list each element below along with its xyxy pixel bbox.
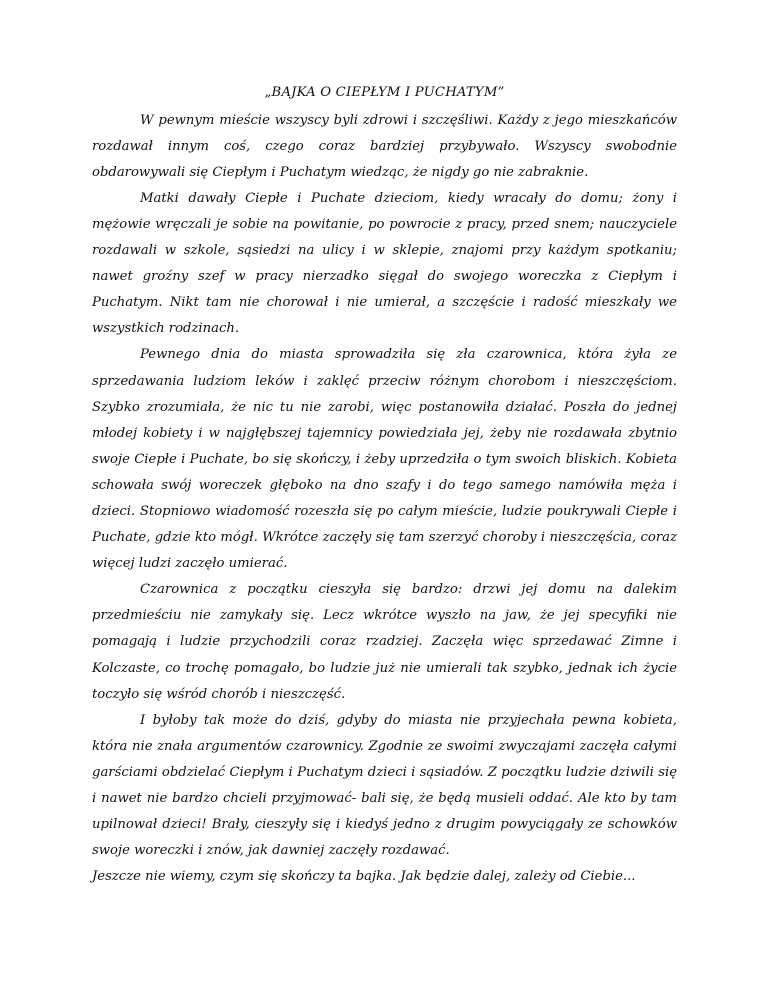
document-title: „BAJKA O CIEPŁYM I PUCHATYM”: [264, 85, 505, 100]
paragraph-3: Pewnego dnia do miasta sprowadziła się zła czarownica, która żyła ze sprzedawania ludziom leków i zaklęć przeciw różnym chorobom i nieszczęściom. Szybko zrozumiała, że nic tu nie zarobi, więc postanowiła działać. Poszła do jednej młodej kobiety i w najgłębszej tajemnicy powiedziała jej, żeby nie rozdawała zbytnio swoje Ciepłe i Puchate, bo się skończy, i żeby uprzedziła o tym swoich bliskich. Kobieta schowała swój woreczek głęboko na dno szafy i do tego samego namówiła męża i dzieci. Stopniowo wiadomość rozeszła się po całym mieście, ludzie poukrywali Ciepłe i Puchate, gdzie kto mógł. Wkrótce zaczęły się tam szerzyć choroby i nieszczęścia, coraz więcej ludzi zaczęło umierać.: [92, 347, 677, 572]
paragraph-1: W pewnym mieście wszyscy byli zdrowi i szczęśliwi. Każdy z jego mieszkańców rozdawał innym coś, czego coraz bardziej przybywało. Wszyscy swobodnie obdarowywali się Ciepłym i Puchatym wiedząc, że nigdy go nie zabraknie.: [92, 112, 677, 180]
paragraph-5: I byłoby tak może do dziś, gdyby do miasta nie przyjechała pewna kobieta, która nie znała argumentów czarownicy. Zgodnie ze swoimi zwyczajami zaczęła całymi garściami obdzielać Ciepłym i Puchatym dzieci i sąsiadów. Z początku ludzie dziwili się i nawet nie bardzo chcieli przyjmować- bali się, że będą musieli oddać. Ale kto by tam upilnował dzieci! Brały, cieszyły się i kiedyś jedno z drugim powyciągały ze schowków swoje woreczki i znów, jak dawniej zaczęły rozdawać.: [92, 712, 677, 859]
document-body: [92, 80, 677, 890]
closing-line: Jeszcze nie wiemy, czym się skończy ta bajka. Jak będzie dalej, zależy od Ciebie...: [92, 869, 636, 885]
paragraph-4: Czarownica z początku cieszyła się bardzo: drzwi jej domu na dalekim przedmieściu nie zamykały się. Lecz wkrótce wyszło na jaw, że jej specyfiki nie pomagają i ludzie przychodzili coraz rzadziej. Zaczęła więc sprzedawać Zimne i Kolczaste, co trochę pomagało, bo ludzie już nie umierali tak szybko, jednak ich życie toczyło się wśród chorób i nieszczęść.: [92, 582, 677, 702]
paragraph-2: Matki dawały Ciepłe i Puchate dzieciom, kiedy wracały do domu; żony i mężowie wręczali je sobie na powitanie, po powrocie z pracy, przed snem; nauczyciele rozdawali w szkole, sąsiedzi na ulicy i w sklepie, znajomi przy każdym spotkaniu; nawet groźny szef w pracy nierzadko sięgał do swojego woreczka z Ciepłym i Puchatym. Nikt tam nie chorował i nie umierał, a szczęście i radość mieszkały we wszystkich rodzinach.: [92, 190, 677, 337]
